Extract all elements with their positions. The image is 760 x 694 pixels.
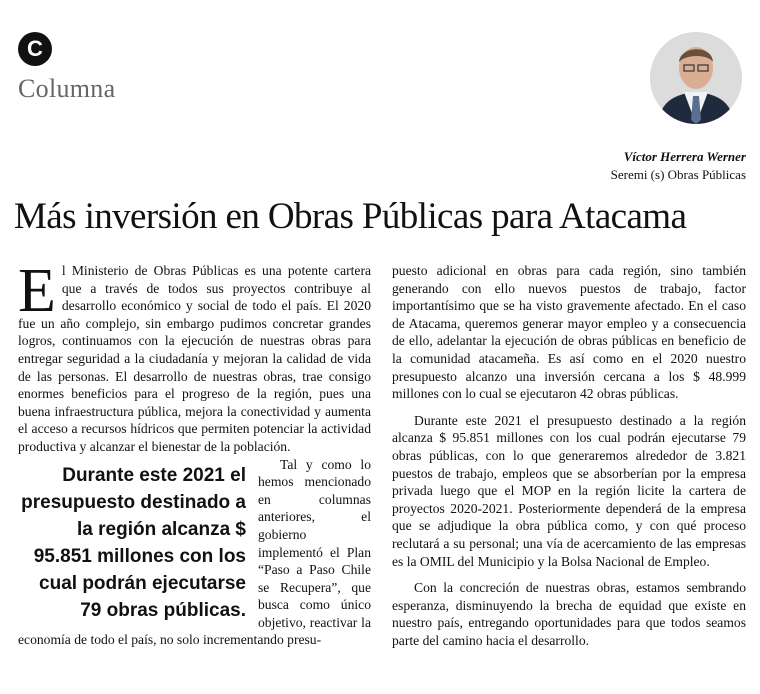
article-column-2 [392, 262, 746, 649]
paragraph-1-text: l Ministerio de Obras Públicas es una potente cartera que a través de todos sus proyectos contribuye al desarrollo económico y social de todo el país. El 2020 fue un año complejo, sin embargo pudimos concretar grandes logros, continuamos con la ejecución de nuestras obras para entregar seguridad a la ciudadanía y mejoran la calidad de vida de las personas. El desarrollo de nuestras obras, trae consigo enormes beneficios para el progreso de la región, pues una buena infraestructura pública, mejora la conectividad y aumenta el acceso a recursos hídricos que permiten potenciar la actividad productiva y alcanzar el bienestar de la población. [18, 263, 371, 454]
paragraph-4: Durante este 2021 el presupuesto destinado a la región alcanza $ 95.851 millones con los cual podrán ejecutarse 79 obras públicas, con lo que generaremos alrededor de 3.821 puestos de trabajo, empleos que se absorberían por la empresa privada luego que el MOP en la región licite la cartera de proyectos 2020-2021. Posteriormente dependerá de la empresa que se adjudique la obra pública como, y con qué proceso reclutará a su personal; una vía de acercamiento de las empresas es la OMIL del Municipio y la Bolsa Nacional de Empleo. [392, 412, 746, 569]
author-byline [611, 148, 746, 184]
author-name: Víctor Herrera Werner [623, 149, 746, 164]
paragraph-2: Tal y como lo hemos mencionado en columnas anteriores, el gobierno implementó el Plan “Paso a Paso Chile se Recupera”, que busca como único objetivo, reactivar la economía de todo el país, no solo incrementando presu- [18, 456, 371, 648]
section-label: Columna [18, 74, 116, 103]
author-portrait-icon [650, 32, 742, 124]
pull-quote: Durante este 2021 el presupuesto destinado a la región alcanza $ 95.851 millones con los cual podrán ejecutarse 79 obras públicas. [21, 464, 246, 621]
author-role: Seremi (s) Obras Públicas [610, 167, 746, 182]
paragraph-3: puesto adicional en obras para cada región, sino también generando con ello nuevos puestos de trabajo, factor importantísimo que se ha visto gravemente afectado. En el caso de Atacama, queremos generar mayor empleo y a consecuencia de ello, adelantar la ejecución de obras públicas en beneficio de la comunidad atacameña. Es así como en el 2020 nuestro presupuesto alcanzo una inversión cercana a los $ 48.999 millones con lo cual se ejecutaron 42 obras públicas. [392, 263, 746, 402]
drop-cap: E [18, 257, 56, 325]
article-column-1 [18, 257, 371, 649]
paragraph-5: Con la concreción de nuestras obras, estamos sembrando esperanza, disminuyendo la brecha de equidad que existe en nuestro país, entregando oportunidades para que todos seamos parte del camino hacia el desarrollo. [392, 580, 746, 648]
author-photo [650, 32, 742, 124]
paragraph-1 [18, 257, 371, 456]
article-headline: Más inversión en Obras Públicas para Atacama [14, 196, 687, 237]
column-logo-icon: C [18, 32, 52, 66]
